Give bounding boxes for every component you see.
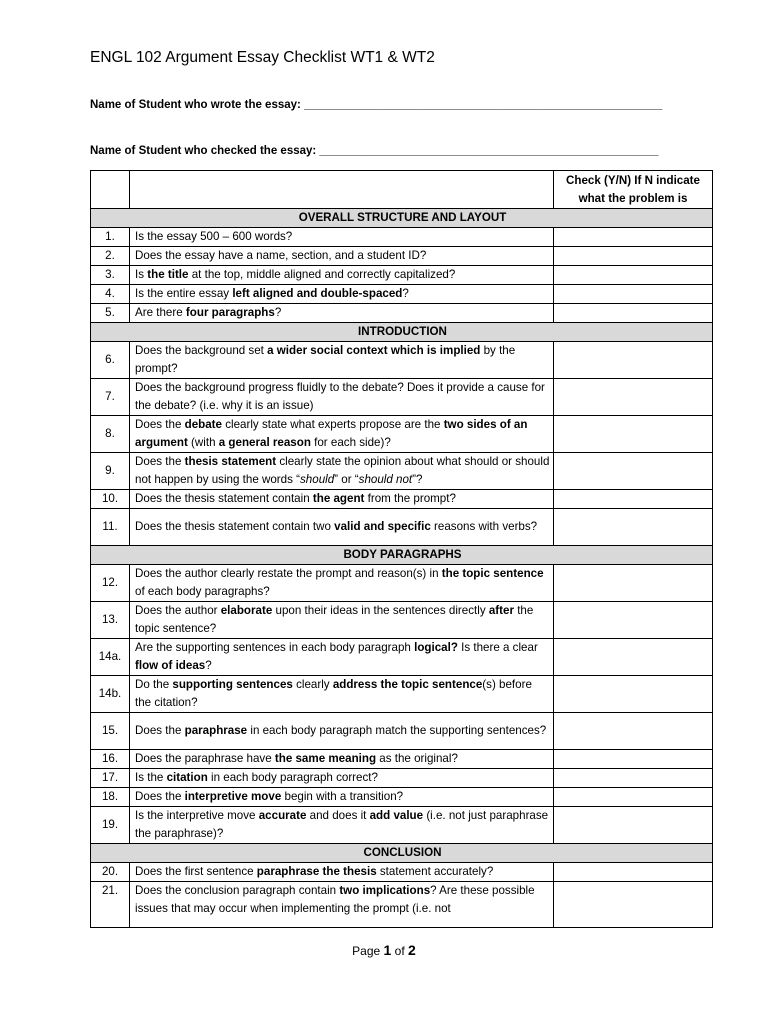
text-run: Does the	[135, 790, 185, 803]
check-cell[interactable]	[554, 379, 713, 416]
section-heading-row	[91, 844, 713, 863]
bold-text: two implications	[339, 884, 431, 897]
item-number: 2.	[91, 247, 130, 266]
section-heading: CONCLUSION	[91, 844, 713, 863]
bold-text: after	[488, 604, 514, 617]
item-number: 4.	[91, 285, 130, 304]
check-cell[interactable]	[554, 342, 713, 379]
checklist-row	[91, 769, 713, 788]
checklist-row	[91, 379, 713, 416]
header-blank-cell	[91, 171, 130, 209]
text-run: Are there	[135, 306, 186, 319]
section-heading-row	[91, 209, 713, 228]
of-word: of	[394, 944, 405, 958]
item-number: 18.	[91, 788, 130, 807]
item-number: 15.	[91, 713, 130, 750]
checklist-row	[91, 266, 713, 285]
check-cell[interactable]	[554, 750, 713, 769]
question-text	[130, 342, 554, 379]
text-run: as the original?	[376, 752, 458, 765]
text-run: Is the	[135, 771, 167, 784]
check-cell[interactable]	[554, 602, 713, 639]
text-run: ?	[205, 659, 212, 672]
question-text	[130, 416, 554, 453]
text-run: (with	[187, 436, 219, 449]
bold-text: thesis statement	[184, 455, 277, 468]
checklist-row	[91, 750, 713, 769]
bold-text: a general reason	[218, 436, 311, 449]
checklist-row	[91, 416, 713, 453]
bold-text: paraphrase the thesis	[256, 865, 377, 878]
checklist-row	[91, 713, 713, 750]
item-number: 17.	[91, 769, 130, 788]
text-run: by the prompt?	[135, 344, 516, 375]
question-text	[130, 713, 554, 750]
page-word: Page	[352, 944, 381, 958]
checklist-row	[91, 882, 713, 928]
item-number: 9.	[91, 453, 130, 490]
question-text	[130, 807, 554, 844]
bold-text: logical?	[414, 641, 458, 654]
bold-text: the same meaning	[274, 752, 377, 765]
text-run: Does the essay have a name, section, and a student ID?	[135, 249, 427, 262]
check-cell[interactable]	[554, 882, 713, 928]
item-number: 13.	[91, 602, 130, 639]
checklist-row	[91, 565, 713, 602]
check-column-header: Check (Y/N) If N indicate what the problem is	[554, 171, 713, 209]
text-run: from the prompt?	[364, 492, 456, 505]
question-text	[130, 490, 554, 509]
text-run: Does the paraphrase have	[135, 752, 275, 765]
check-cell[interactable]	[554, 247, 713, 266]
checklist-row	[91, 285, 713, 304]
item-number: 10.	[91, 490, 130, 509]
check-cell[interactable]	[554, 453, 713, 490]
text-run: in each body paragraph correct?	[207, 771, 378, 784]
question-text	[130, 769, 554, 788]
question-text	[130, 788, 554, 807]
bold-text: valid and specific	[334, 520, 431, 533]
text-run: ” or “	[334, 473, 359, 486]
item-number: 5.	[91, 304, 130, 323]
check-cell[interactable]	[554, 490, 713, 509]
bold-text: debate	[184, 418, 222, 431]
text-run: in each body paragraph match the supporting sentences?	[247, 724, 547, 737]
question-text	[130, 247, 554, 266]
total-pages-number: 2	[408, 942, 416, 958]
section-heading-row	[91, 323, 713, 342]
question-text	[130, 565, 554, 602]
text-run: reasons with verbs?	[430, 520, 538, 533]
item-number: 14b.	[91, 676, 130, 713]
text-run: ?	[274, 306, 282, 319]
checklist-row	[91, 863, 713, 882]
text-run: of each body paragraphs?	[135, 585, 270, 598]
document-title: ENGL 102 Argument Essay Checklist WT1 & WT2	[90, 49, 435, 66]
bold-text: a wider social context which is implied	[267, 344, 481, 357]
check-cell[interactable]	[554, 863, 713, 882]
check-cell[interactable]	[554, 285, 713, 304]
checklist-row	[91, 807, 713, 844]
text-run: (i.e. not just paraphrase the paraphrase)?	[135, 809, 549, 840]
bold-text: left aligned and double-spaced	[232, 287, 403, 300]
check-cell[interactable]	[554, 565, 713, 602]
checklist-row	[91, 304, 713, 323]
bold-text: flow of ideas	[135, 659, 206, 672]
text-run: clearly state the opinion about what should or should not happen by using the words “	[135, 455, 550, 486]
student-wrote-field[interactable]: Name of Student who wrote the essay: ________________________________________________________	[90, 99, 663, 111]
bold-text: supporting sentences	[172, 678, 293, 691]
checklist-row	[91, 676, 713, 713]
check-cell[interactable]	[554, 769, 713, 788]
section-heading: OVERALL STRUCTURE AND LAYOUT	[91, 209, 713, 228]
text-run: Does the	[135, 455, 185, 468]
bold-text: paraphrase	[184, 724, 248, 737]
question-text	[130, 453, 554, 490]
bold-text: the topic sentence	[441, 567, 544, 580]
text-run: Is there a clear	[457, 641, 538, 654]
item-number: 6.	[91, 342, 130, 379]
checklist-row	[91, 788, 713, 807]
check-cell[interactable]	[554, 807, 713, 844]
item-number: 21.	[91, 882, 130, 928]
item-number: 8.	[91, 416, 130, 453]
question-text	[130, 750, 554, 769]
text-run: upon their ideas in the sentences directly	[272, 604, 489, 617]
text-run: ”?	[412, 473, 423, 486]
text-run: Does the author	[135, 604, 221, 617]
text-run: Is the essay 500 – 600 words?	[135, 230, 293, 243]
text-run: Does the thesis statement contain	[135, 492, 313, 505]
text-run: Does the background progress fluidly to the debate? Does it provide a cause for the debate? (i.e. why it is an issue)	[135, 381, 545, 412]
check-cell[interactable]	[554, 676, 713, 713]
current-page-number: 1	[383, 942, 392, 958]
text-run: Does the conclusion paragraph contain	[135, 884, 340, 897]
check-cell[interactable]	[554, 266, 713, 285]
text-run: begin with a transition?	[281, 790, 404, 803]
bold-text: two sides of an argument	[135, 418, 528, 449]
item-number: 14a.	[91, 639, 130, 676]
item-number: 19.	[91, 807, 130, 844]
checklist-row	[91, 228, 713, 247]
table-header-row	[91, 171, 713, 209]
question-text	[130, 266, 554, 285]
question-text	[130, 882, 554, 928]
question-text	[130, 639, 554, 676]
text-run: statement accurately?	[376, 865, 494, 878]
item-number: 1.	[91, 228, 130, 247]
text-run: for each side)?	[310, 436, 391, 449]
check-cell[interactable]	[554, 713, 713, 750]
text-run: clearly state what experts propose are the	[222, 418, 444, 431]
text-run: (s) before the citation?	[135, 678, 532, 709]
text-run: Does the	[135, 418, 185, 431]
student-checked-field[interactable]: Name of Student who checked the essay: _____________________________________________________	[90, 145, 659, 157]
check-cell[interactable]	[554, 416, 713, 453]
text-run: and does it	[306, 809, 370, 822]
checklist-table	[90, 170, 713, 928]
section-heading: BODY PARAGRAPHS	[91, 546, 713, 565]
text-run: clearly	[292, 678, 333, 691]
checklist-row	[91, 509, 713, 546]
bold-text: the agent	[312, 492, 365, 505]
check-cell[interactable]	[554, 509, 713, 546]
item-number: 7.	[91, 379, 130, 416]
check-cell[interactable]	[554, 228, 713, 247]
check-cell[interactable]	[554, 304, 713, 323]
bold-text: citation	[166, 771, 208, 784]
item-number: 12.	[91, 565, 130, 602]
text-run: Is the entire essay	[135, 287, 233, 300]
item-number: 3.	[91, 266, 130, 285]
bold-text: interpretive move	[184, 790, 282, 803]
question-text	[130, 676, 554, 713]
bold-text: accurate	[258, 809, 307, 822]
checklist-row	[91, 490, 713, 509]
text-run: ? Are these possible issues that may occur when implementing the prompt (i.e. not	[135, 884, 535, 915]
text-run: Do the	[135, 678, 173, 691]
checklist-row	[91, 342, 713, 379]
checklist-row	[91, 602, 713, 639]
text-run: Does the author clearly restate the prompt and reason(s) in	[135, 567, 442, 580]
text-run: Is	[135, 268, 148, 281]
text-run: Is the interpretive move	[135, 809, 259, 822]
bold-text: elaborate	[220, 604, 273, 617]
text-run: Does the background set	[135, 344, 268, 357]
item-number: 11.	[91, 509, 130, 546]
bold-text: four paragraphs	[185, 306, 275, 319]
text-run: Does the	[135, 724, 185, 737]
italic-text: should not	[358, 473, 413, 486]
text-run: Does the thesis statement contain two	[135, 520, 335, 533]
section-heading-row	[91, 546, 713, 565]
header-blank-cell	[130, 171, 554, 209]
text-run: the topic sentence?	[135, 604, 534, 635]
checklist-row	[91, 247, 713, 266]
question-text	[130, 228, 554, 247]
question-text	[130, 285, 554, 304]
bold-text: the title	[147, 268, 189, 281]
text-run: ?	[402, 287, 409, 300]
question-text	[130, 602, 554, 639]
question-text	[130, 863, 554, 882]
item-number: 16.	[91, 750, 130, 769]
text-run: Are the supporting sentences in each body paragraph	[135, 641, 415, 654]
checklist-row	[91, 453, 713, 490]
text-run: at the top, middle aligned and correctly capitalized?	[188, 268, 456, 281]
checklist-row	[91, 639, 713, 676]
bold-text: address the topic sentence	[332, 678, 483, 691]
bold-text: add value	[369, 809, 424, 822]
text-run: Does the first sentence	[135, 865, 257, 878]
question-text	[130, 304, 554, 323]
check-cell[interactable]	[554, 788, 713, 807]
question-text	[130, 379, 554, 416]
item-number: 20.	[91, 863, 130, 882]
section-heading: INTRODUCTION	[91, 323, 713, 342]
question-text	[130, 509, 554, 546]
check-cell[interactable]	[554, 639, 713, 676]
italic-text: should	[300, 473, 335, 486]
page-number	[0, 942, 768, 958]
